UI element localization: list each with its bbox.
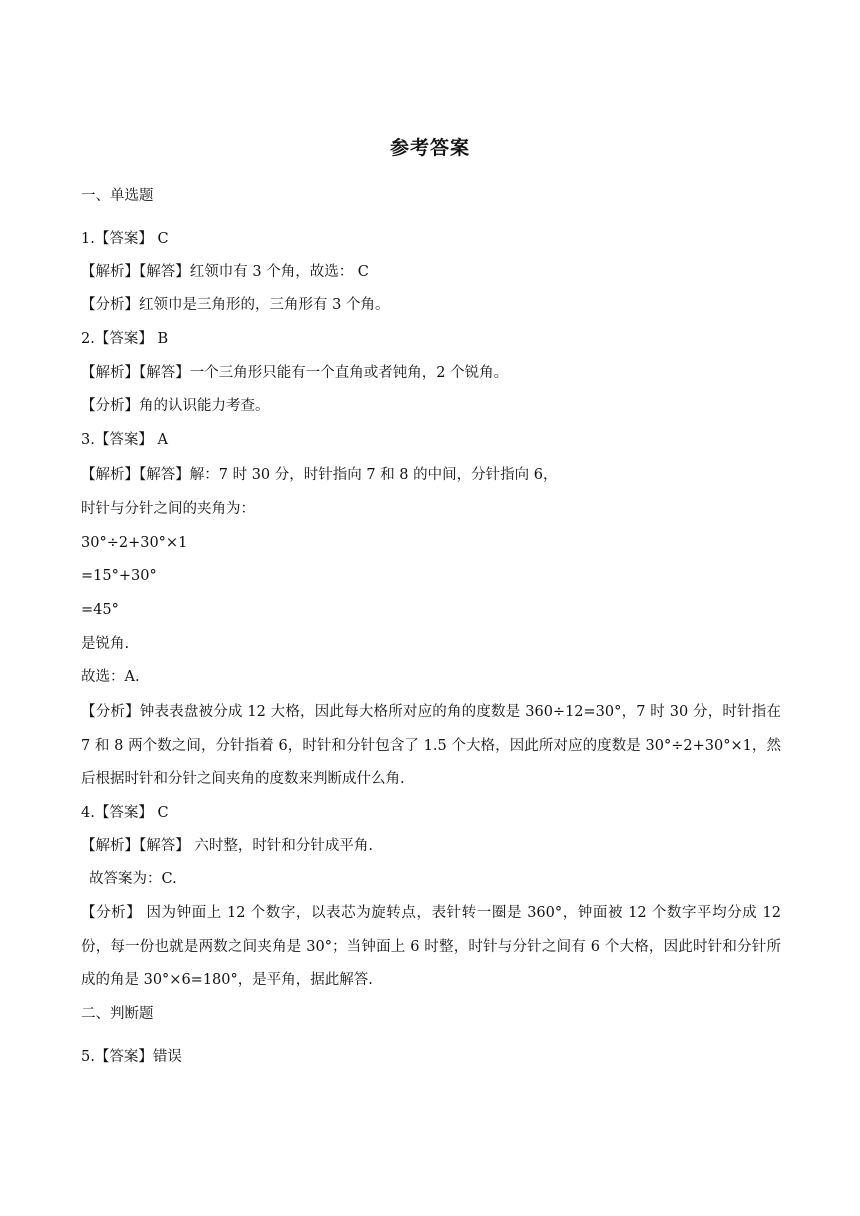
section-heading-true-false: 二、判断题 [81, 1006, 154, 1022]
answer-line-q3: 3.【答案】 A [81, 432, 168, 448]
analysis-line-q1: 【分析】红领巾是三角形的，三角形有 3 个角。 [81, 297, 390, 313]
formula-line: =15°+30° [81, 568, 157, 584]
solution-line-q4: 【解析】【解答】 六时整，时针和分针成平角. [81, 838, 373, 854]
analysis-paragraph-q3: 【分析】钟表表盘被分成 12 大格，因此每大格所对应的角的度数是 360÷12=30°，7 时 30 分，时针指在 7 和 8 两个数之间，分针指着 6，时针和分针包含了 1.5 个大格，因此所对应的度数是 30°÷2+30°×1，然后根据时针和分针之间夹角的度数来判断成什么角. [81, 704, 781, 787]
analysis-line-q2: 【分析】角的认识能力考查。 [81, 398, 270, 414]
formula-line: 30°÷2+30°×1 [81, 535, 188, 551]
answer-line-q2: 2.【答案】 B [81, 331, 169, 347]
solution-text-q3: 时针与分针之间的夹角为： [81, 501, 255, 517]
analysis-paragraph-q4: 【分析】 因为钟面上 12 个数字，以表芯为旋转点，表针转一圈是 360°，钟面被 12 个数字平均分成 12 份，每一份也就是两数之间夹角是 30°；当钟面上 6 时整，时针与分针之间有 6 个大格，因此时针和分针所成的角是 30°×6=180°，是平角，据此解答. [81, 905, 781, 988]
choice-line-q4: 故答案为：C. [89, 871, 177, 887]
conclusion-line-q3: 是锐角. [81, 636, 130, 652]
solution-line-q1: 【解析】【解答】红领巾有 3 个角，故选： C [81, 264, 369, 280]
section-heading-single-choice: 一、单选题 [81, 188, 154, 204]
answer-line-q1: 1.【答案】 C [81, 231, 169, 247]
formula-line: =45° [81, 602, 119, 618]
choice-line-q3: 故选：A. [81, 669, 140, 685]
solution-line-q3: 【解析】【解答】解：7 时 30 分，时针指向 7 和 8 的中间，分针指向 6， [81, 467, 558, 483]
solution-line-q2: 【解析】【解答】一个三角形只能有一个直角或者钝角，2 个锐角。 [81, 365, 509, 381]
page-title: 参考答案 [389, 137, 470, 159]
answer-line-q5: 5.【答案】错误 [81, 1049, 182, 1065]
answer-line-q4: 4.【答案】 C [81, 805, 169, 821]
